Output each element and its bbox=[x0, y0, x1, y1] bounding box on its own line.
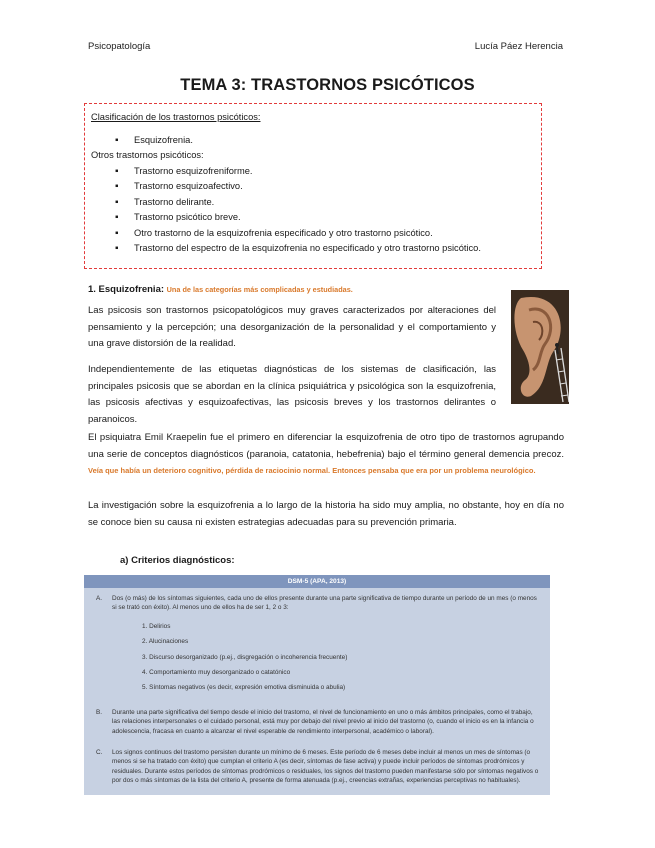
paragraph-main-psychoses: Independientemente de las etiquetas diagnósticas de los sistemas de clasificación, las principales psicosis que se abordan en la clínica psiquiátrica y psicológica son la esquizofrenia, las psicosis afectivas y esquizoafectivas, las psicosis breves y los trastornos delirantes o paranoicos. bbox=[88, 364, 496, 425]
subsection-heading: a) Criterios diagnósticos: bbox=[120, 555, 235, 566]
kraepelin-text: El psiquiatra Emil Kraepelin fue el primero en diferenciar la esquizofrenia de otro tipo de trastornos agrupando una serie de conceptos diagnósticos (paranoia, catatonia, hebefrenia) bajo el término general demencia precoz. bbox=[88, 432, 564, 460]
paragraph-kraepelin bbox=[88, 430, 564, 480]
list-item: ▪ Otro trastorno de la esquizofrenia especificado y otro trastorno psicótico. bbox=[91, 226, 535, 242]
page-title: TEMA 3: TRASTORNOS PSICÓTICOS bbox=[180, 76, 475, 94]
criterion-text: Durante una parte significativa del tiempo desde el inicio del trastorno, el nivel de funcionamiento en uno o más ámbitos principales, como el trabajo, las relaciones interpersonales o el cuidado personal, está muy por debajo del nivel previo al inicio del trastorno (o, cuando el inicio es en la infancia o adolescencia, fracasa en cuanto a alcanzar el nivel esperable de rendimiento interpersonal, académico o laboral). bbox=[112, 708, 534, 735]
paragraph-psychosis-definition: Las psicosis son trastornos psicopatológicos muy graves caracterizados por alteraciones del pensamiento y la percepción; una desorganización de la personalidad y el comportamiento y una grave distorsión de la realidad. bbox=[88, 305, 496, 350]
criterion-text: Dos (o más) de los síntomas siguientes, cada uno de ellos presente durante una parte significativa de tiempo durante un período de un mes (o menos si se trató con éxito). Al menos uno de ellos ha de ser 1, 2 o 3: bbox=[112, 595, 537, 612]
criterion-item: 1. Delirios bbox=[142, 622, 171, 630]
criterion-item: 3. Discurso desorganizado (p.ej., disgregación o incoherencia frecuente) bbox=[142, 653, 348, 661]
criterion-item: 5. Síntomas negativos (es decir, expresión emotiva disminuida o abulia) bbox=[142, 684, 346, 692]
classification-box bbox=[84, 103, 542, 269]
list-item: ▪ Esquizofrenia. bbox=[91, 133, 535, 149]
section-note: Una de las categorías más complicadas y estudiadas. bbox=[166, 285, 353, 294]
criterion-item: 4. Comportamiento muy desorganizado o catatónico bbox=[142, 669, 291, 677]
list-item: ▪ Trastorno delirante. bbox=[91, 195, 535, 211]
dsm5-criteria-table bbox=[84, 575, 550, 795]
list-item: ▪ Trastorno psicótico breve. bbox=[91, 210, 535, 226]
section-heading bbox=[88, 284, 353, 295]
header-author: Lucía Páez Herencia bbox=[474, 41, 563, 52]
classification-heading: Clasificación de los trastornos psicóticos: bbox=[91, 112, 261, 122]
classification-list-main bbox=[91, 133, 535, 149]
list-item: ▪ Trastorno esquizofreniforme. bbox=[91, 164, 535, 180]
dsm5-table-header: DSM-5 (APA, 2013) bbox=[84, 575, 550, 588]
criterion-item: 2. Alucinaciones bbox=[142, 638, 189, 646]
criterion-letter: C. bbox=[96, 749, 103, 757]
criterion-a-items bbox=[112, 619, 540, 696]
criterion-text: Los signos continuos del trastorno persisten durante un mínimo de 6 meses. Este período de 6 meses debe incluir al menos un mes de síntomas (o menos si se ha tratado con éxito) que cumplan el criterio A (es decir, síntomas de fase activa) y puede incluir períodos de síntomas prodrómicos y residuales. Durante estos períodos de síntomas prodrómicos o residuales, los signos del trastorno pueden manifestarse sólo por síntomas negativos o por dos o más síntomas de la lista del criterio A, presente de forma atenuada (p.ej., creencias extrañas, experiencias perceptivas no habituales). bbox=[112, 749, 539, 785]
criterion-letter: A. bbox=[96, 595, 103, 602]
paragraph-research: La investigación sobre la esquizofrenia a lo largo de la historia ha sido muy amplia, no obstante, hoy en día no se conoce bien su causa ni existen estrategias adecuadas para su prevención primaria. bbox=[88, 500, 564, 528]
header-subject: Psicopatología bbox=[88, 41, 151, 52]
criterion-c bbox=[84, 748, 550, 786]
classification-list-other bbox=[91, 164, 535, 257]
kraepelin-note: Veía que había un deterioro cognitivo, pérdida de raciocinio normal. Entonces pensaba que era por un problema neurológico. bbox=[88, 466, 536, 476]
other-disorders-heading: Otros trastornos psicóticos: bbox=[91, 150, 204, 160]
criterion-a bbox=[84, 594, 550, 696]
list-item: ▪ Trastorno del espectro de la esquizofrenia no especificado y otro trastorno psicótico. bbox=[91, 241, 535, 257]
criterion-letter: B. bbox=[96, 708, 103, 716]
section-title: 1. Esquizofrenia: bbox=[88, 284, 165, 295]
list-item: ▪ Trastorno esquizoafectivo. bbox=[91, 179, 535, 195]
criterion-b bbox=[84, 708, 550, 736]
ear-ladder-image bbox=[511, 290, 569, 404]
